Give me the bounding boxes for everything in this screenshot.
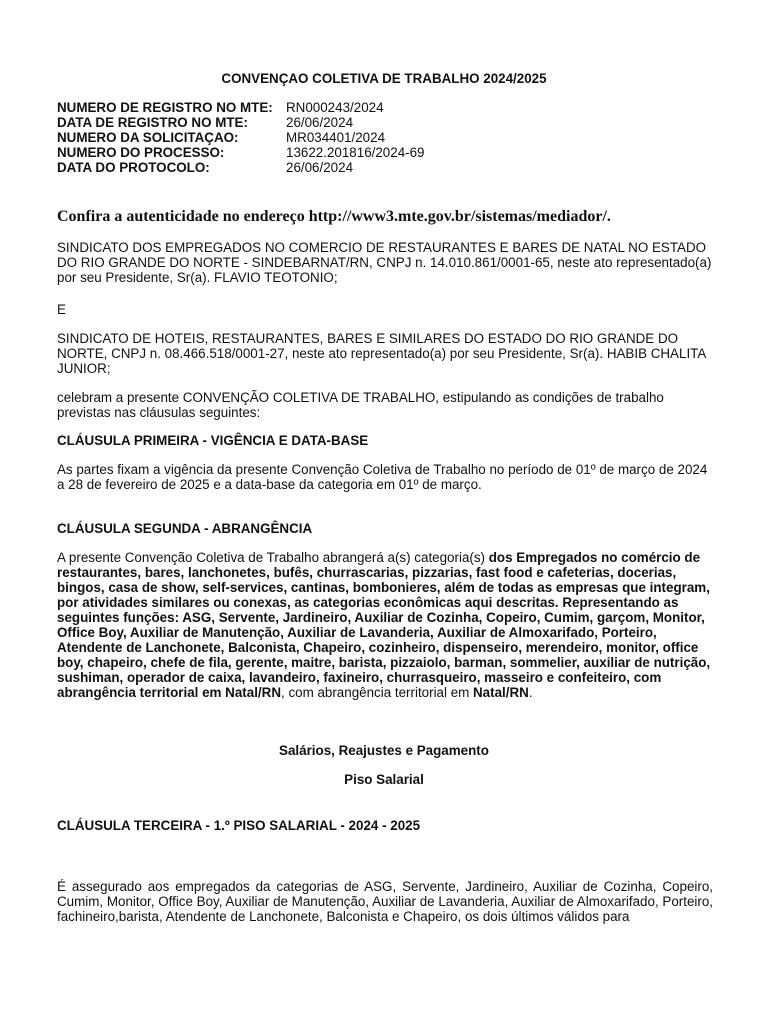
clause-two-heading: CLÁUSULA SEGUNDA - ABRANGÊNCIA [57,521,313,536]
authenticity-notice: Confira a autenticidade no endereço http://www3.mte.gov.br/sistemas/mediador/. [57,208,611,225]
registry-label: DATA DO PROTOCOLO: [57,160,210,175]
celebration-paragraph: celebram a presente CONVENÇÃO COLETIVA DE TRABALHO, estipulando as condições de trabalho previstas nas cláusulas seguintes: [57,390,664,420]
registry-row [57,115,425,130]
clause-two-territory: Natal/RN [473,685,529,700]
registry-value: 26/06/2024 [286,160,354,175]
conjunction: E [57,302,66,317]
party-one-paragraph: SINDICATO DOS EMPREGADOS NO COMERCIO DE RESTAURANTES E BARES DE NATAL NO ESTADO DO RIO GRANDE DO NORTE - SINDEBARNAT/RN, CNPJ n. 14.010.861/0001-65, neste ato representado(a) por seu Presidente, Sr(a). FLAVIO TEOTONIO; [57,240,712,285]
registry-label: NUMERO DO PROCESSO: [57,145,225,160]
section-subtitle: Piso Salarial [344,772,424,787]
registry-label: NUMERO DE REGISTRO NO MTE: [57,100,273,115]
clause-one-body: As partes fixam a vigência da presente Convenção Coletiva de Trabalho no período de 01º de março de 2024 a 28 de fevereiro de 2025 e a data-base da categoria em 01º de março. [57,462,708,492]
clause-two-intro: A presente Convenção Coletiva de Trabalho abrangerá a(s) categoria(s) [57,550,489,565]
registry-label: DATA DE REGISTRO NO MTE: [57,115,248,130]
registry-row [57,160,425,175]
clause-three-body: É assegurado aos empregados da categorias de ASG, Servente, Jardineiro, Auxiliar de Cozinha, Copeiro, Cumim, Monitor, Office Boy, Auxiliar de Manutenção, Auxiliar de Lavanderia, Auxiliar de Almoxarifado, Porteiro, fachineiro,barista, Atendente de Lanchonete, Balconista e Chapeiro, os dois últimos válidos para [57,879,713,924]
registry-value: MR034401/2024 [286,130,386,145]
clause-three-heading: CLÁUSULA TERCEIRA - 1.º PISO SALARIAL - 2024 - 2025 [57,818,421,833]
clause-two-body [57,550,713,700]
registry-table [57,100,425,175]
clause-two-mid: , com abrangência territorial em [281,685,474,700]
registry-value: RN000243/2024 [286,100,384,115]
registry-value: 26/06/2024 [286,115,354,130]
registry-row [57,145,425,160]
section-title: Salários, Reajustes e Pagamento [279,743,489,758]
registry-row [57,100,425,115]
registry-row [57,130,425,145]
clause-two-end: . [528,685,533,700]
clause-one-heading: CLÁUSULA PRIMEIRA - VIGÊNCIA E DATA-BASE [57,433,369,448]
registry-label: NUMERO DA SOLICITAÇAO: [57,130,239,145]
document-title: CONVENÇAO COLETIVA DE TRABALHO 2024/2025 [221,71,547,86]
registry-value: 13622.201816/2024-69 [286,145,425,160]
party-two-paragraph: SINDICATO DE HOTEIS, RESTAURANTES, BARES E SIMILARES DO ESTADO DO RIO GRANDE DO NORTE, CNPJ n. 08.466.518/0001-27, neste ato representado(a) por seu Presidente, Sr(a). HABIB CHALITA JUNIOR; [57,331,706,376]
clause-two-categories: dos Empregados no comércio de restaurantes, bares, lanchonetes, bufês, churrascarias, pizzarias, fast food e cafeterias, docerias, bingos, casa de show, self-services, cantinas, bombonieres, além de todas as empresas que integram, por atividades similares ou conexas, as categorias econômicas aqui descritas. Representando as seguintes funções: ASG, Servente, Jardineiro, Auxiliar de Cozinha, Copeiro, Cumim, garçom, Monitor, Office Boy, Auxiliar de Manutenção, Auxiliar de Lavanderia, Auxiliar de Almoxarifado, Porteiro, Atendente de Lanchonete, Balconista, Chapeiro, cozinheiro, dispenseiro, merendeiro, monitor, office boy, chapeiro, chefe de fila, gerente, maitre, barista, pizzaiolo, barman, sommelier, auxiliar de nutrição, sushiman, operador de caixa, lavandeiro, faxineiro, churrasqueiro, masseiro e confeiteiro, com abrangência territorial em Natal/RN [57,550,711,700]
